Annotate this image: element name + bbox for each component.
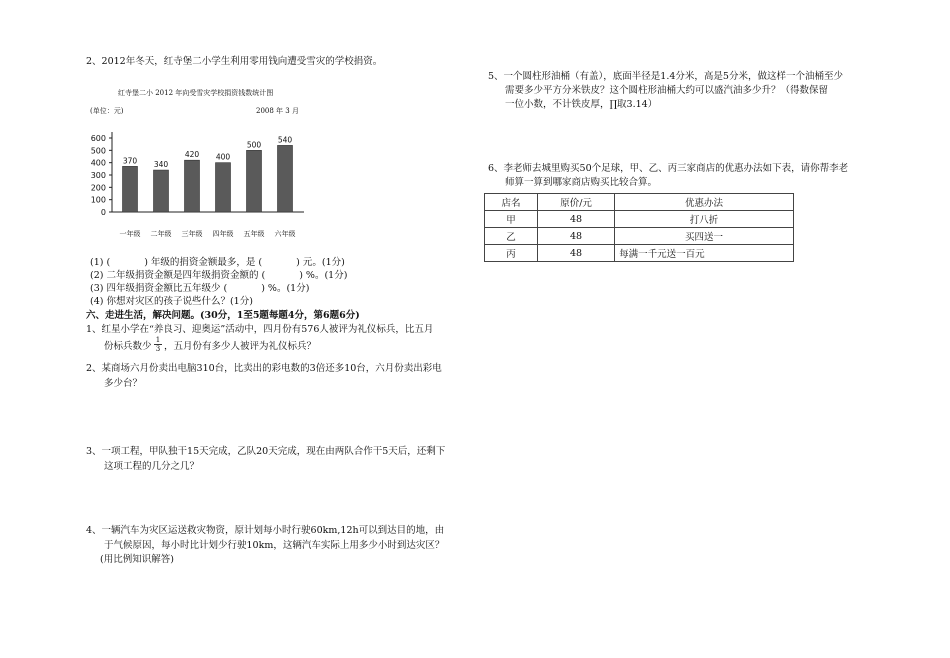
problem-2-line-1: 2、某商场六月份卖出电脑310台，比卖出的彩电数的3倍还多10台，六月份卖出彩电 [86,363,442,374]
problem-1-line-1: 1、红星小学在“养良习、迎奥运”活动中，四月份有576人被评为礼仪标兵，比五月 [86,324,434,335]
header-discount: 优惠办法 [615,194,794,211]
bar [278,145,293,212]
chart-caption: 红寺堡二小 2012 年向受雪灾学校捐资钱数统计图 [118,89,274,97]
header-shop: 店名 [485,194,538,211]
header-price: 原价/元 [538,194,615,211]
subquestion-3: (3) 四年级捐资金额比五年级少 ( ) %。(1分) [90,283,310,294]
problem-6-line-1: 6、李老师去城里购买50个足球，甲、乙、丙三家商店的优惠办法如下表，请你帮李老 [488,163,849,174]
table-header-row [485,194,794,211]
problem-4-line-1: 4、一辆汽车为灾区运送救灾物资，原计划每小时行驶60km,12h可以到达目的地，由 [86,525,445,536]
y-tick-label: 600 [90,134,106,143]
problem-2-line-2: 多少台？ [104,378,143,389]
bar-value-label: 340 [153,160,169,170]
problem-1-line-2b: ，五月份有多少人被评为礼仪标兵？ [164,341,317,352]
problem-4-line-2: 于气候原因，每小时比计划少行驶10km，这辆汽车实际上用多少小时到达灾区？ [104,540,445,551]
subquestion-2: (2) 二年级捐资金额是四年级捐资金额的 ( ) %。(1分) [90,270,348,281]
cell-shop: 丙 [485,245,538,262]
y-tick-label: 500 [90,146,106,156]
cell-price: 48 [538,211,615,228]
chart-date: 2008 年 3 月 [256,107,299,115]
shop-discount-table [484,193,794,262]
subquestion-4: (4) 你想对灾区的孩子说些什么？(1分) [90,296,253,307]
y-tick-label: 400 [90,158,106,168]
section-6-heading: 六、走进生活，解决问题。(30分，1至5题每题4分，第6题6分) [86,310,360,321]
bar-value-label: 540 [277,135,293,145]
fraction-one-third: $\frac{1}{3}$ [155,336,161,353]
problem-3-line-1: 3、一项工程，甲队独干15天完成，乙队20天完成，现在由两队合作干5天后，还剩下 [86,446,446,457]
cell-discount: 每满一千元送一百元 [615,245,794,262]
y-tick-label: 300 [90,171,106,180]
donation-bar-chart [86,122,316,247]
bar-value-label: 500 [246,140,262,150]
y-tick-label: 0 [100,208,106,217]
table-row [485,228,794,245]
bar [247,150,262,212]
category-label: 五年级 [243,230,265,238]
bar-value-label: 420 [184,150,200,160]
cell-price: 48 [538,245,615,262]
problem-1-line-2a: 份标兵数少 [104,341,152,352]
category-label: 四年级 [212,230,234,238]
problem-3-line-2: 这项工程的几分之几？ [104,461,200,472]
cell-shop: 甲 [485,211,538,228]
subquestion-1: (1) ( ) 年级的捐资金额最多，是 ( ) 元。(1分) [90,257,345,268]
table-row [485,245,794,262]
chart-unit: (单位：元) [90,107,124,115]
cell-discount: 买四送一 [615,228,794,245]
bar [216,163,231,212]
q2-title: 2、2012年冬天，红寺堡二小学生利用零用钱向遭受雪灾的学校捐资。 [86,56,383,67]
problem-5-line-2: 需要多少平方分米铁皮？这个圆柱形油桶大约可以盛汽油多少升？（得数保留 [505,85,829,96]
y-tick-label: 200 [90,183,106,193]
problem-5-line-1: 5、一个圆柱形油桶（有盖），底面半径是1.4分米，高是5分米，做这样一个油桶至少 [488,71,843,82]
problem-5-line-3: 一位小数，不计铁皮厚，∏取3.14） [505,99,658,110]
cell-price: 48 [538,228,615,245]
bar-value-label: 370 [122,156,138,166]
category-label: 三年级 [181,230,203,238]
cell-shop: 乙 [485,228,538,245]
y-tick-label: 100 [90,195,106,205]
table-row [485,211,794,228]
category-label: 一年级 [119,230,141,238]
bar-value-label: 400 [215,152,231,162]
category-label: 六年级 [274,230,296,238]
bar [185,160,200,212]
problem-6-line-2: 师算一算到哪家商店购买比较合算。 [505,177,658,188]
bar [154,170,169,212]
category-label: 二年级 [150,230,172,238]
cell-discount: 打八折 [615,211,794,228]
bar [123,166,138,212]
problem-4-line-3: (用比例知识解答) [100,554,174,565]
